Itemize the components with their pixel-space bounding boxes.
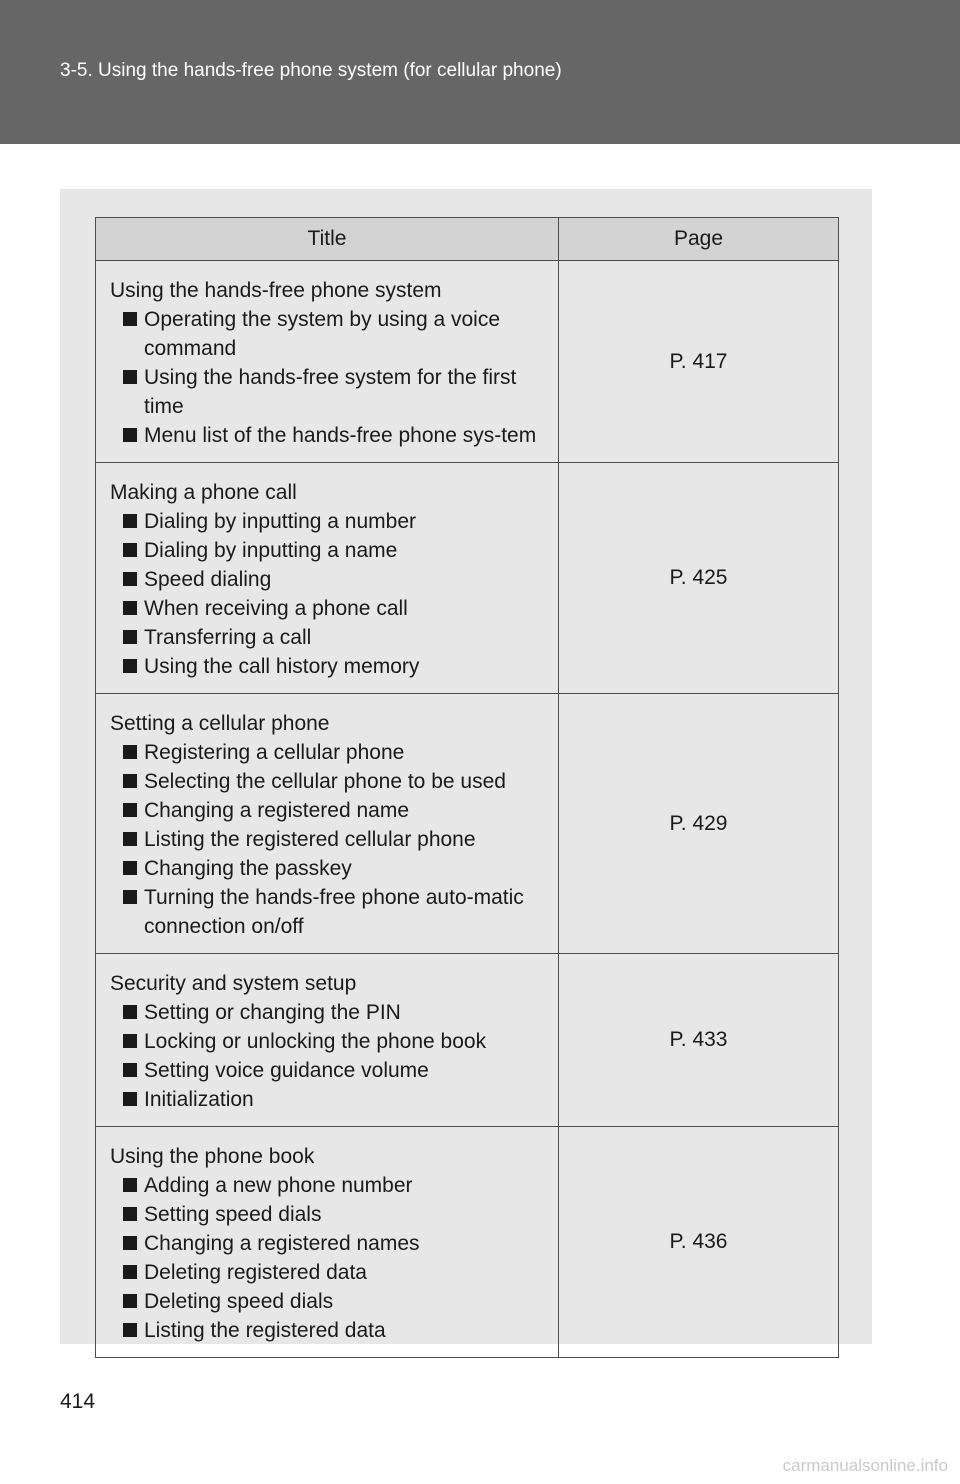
subtopic-list	[110, 305, 546, 450]
list-item-text: Menu list of the hands-free phone sys-tem	[144, 424, 537, 447]
square-bullet-icon	[123, 861, 137, 875]
square-bullet-icon	[123, 659, 137, 673]
list-item-text: Deleting registered data	[144, 1261, 367, 1284]
list-item	[110, 738, 546, 767]
table-header-row	[96, 218, 839, 261]
topic-cell	[96, 694, 559, 954]
list-item-text: Changing a registered name	[144, 799, 410, 822]
list-item	[110, 1056, 546, 1085]
list-item	[110, 1287, 546, 1316]
list-item	[110, 854, 546, 883]
list-item	[110, 883, 546, 941]
topic-cell	[96, 261, 559, 463]
chapter-title: 3-5. Using the hands-free phone system (for cellular phone)	[60, 60, 562, 81]
list-item-text: Dialing by inputting a number	[144, 510, 416, 533]
table-row	[96, 261, 839, 463]
list-item-text: Initialization	[144, 1088, 254, 1111]
square-bullet-icon	[123, 601, 137, 615]
square-bullet-icon	[123, 1236, 137, 1250]
list-item-text: When receiving a phone call	[144, 597, 408, 620]
watermark: carmanualsonline.info	[782, 1456, 948, 1475]
column-header-page: Page	[559, 218, 839, 261]
list-item	[110, 1171, 546, 1200]
table-row	[96, 954, 839, 1127]
table-row	[96, 1127, 839, 1358]
list-item	[110, 594, 546, 623]
page-reference: P. 433	[559, 954, 839, 1127]
section-title: Using the phone book	[110, 1145, 315, 1168]
list-item-text: Adding a new phone number	[144, 1174, 413, 1197]
page-reference: P. 429	[559, 694, 839, 954]
list-item	[110, 536, 546, 565]
list-item	[110, 1085, 546, 1114]
list-item-text: Listing the registered data	[144, 1319, 386, 1342]
topic-cell	[96, 1127, 559, 1358]
contents-table	[95, 217, 839, 1358]
section-title: Using the hands-free phone system	[110, 279, 442, 302]
page-reference: P. 417	[559, 261, 839, 463]
list-item-text: Listing the registered cellular phone	[144, 828, 476, 851]
square-bullet-icon	[123, 803, 137, 817]
list-item-text: Turning the hands-free phone auto-matic connection on/off	[144, 886, 524, 938]
list-item	[110, 507, 546, 536]
list-item-text: Using the call history memory	[144, 655, 420, 678]
page-number: 414	[60, 1390, 96, 1413]
square-bullet-icon	[123, 572, 137, 586]
square-bullet-icon	[123, 890, 137, 904]
list-item-text: Changing the passkey	[144, 857, 352, 880]
list-item	[110, 767, 546, 796]
list-item	[110, 1258, 546, 1287]
page-reference: P. 436	[559, 1127, 839, 1358]
square-bullet-icon	[123, 774, 137, 788]
square-bullet-icon	[123, 832, 137, 846]
section-title: Setting a cellular phone	[110, 712, 330, 735]
table-row	[96, 463, 839, 694]
list-item-text: Setting speed dials	[144, 1203, 322, 1226]
list-item-text: Speed dialing	[144, 568, 272, 591]
square-bullet-icon	[123, 1323, 137, 1337]
square-bullet-icon	[123, 312, 137, 326]
topic-cell	[96, 463, 559, 694]
table-row	[96, 694, 839, 954]
list-item	[110, 421, 546, 450]
list-item	[110, 623, 546, 652]
square-bullet-icon	[123, 1207, 137, 1221]
chapter-header	[0, 0, 960, 144]
list-item-text: Transferring a call	[144, 626, 312, 649]
square-bullet-icon	[123, 428, 137, 442]
square-bullet-icon	[123, 370, 137, 384]
square-bullet-icon	[123, 514, 137, 528]
list-item-text: Locking or unlocking the phone book	[144, 1030, 487, 1053]
section-title: Security and system setup	[110, 972, 357, 995]
list-item-text: Operating the system by using a voice command	[144, 308, 501, 360]
list-item-text: Using the hands-free system for the first time	[144, 366, 517, 418]
list-item	[110, 1316, 546, 1345]
list-item	[110, 796, 546, 825]
column-header-title: Title	[96, 218, 559, 261]
list-item	[110, 363, 546, 421]
square-bullet-icon	[123, 745, 137, 759]
list-item-text: Selecting the cellular phone to be used	[144, 770, 506, 793]
subtopic-list	[110, 738, 546, 941]
list-item	[110, 1229, 546, 1258]
list-item	[110, 305, 546, 363]
subtopic-list	[110, 507, 546, 681]
square-bullet-icon	[123, 1063, 137, 1077]
subtopic-list	[110, 998, 546, 1114]
list-item-text: Changing a registered names	[144, 1232, 420, 1255]
square-bullet-icon	[123, 630, 137, 644]
list-item-text: Setting voice guidance volume	[144, 1059, 429, 1082]
square-bullet-icon	[123, 543, 137, 557]
list-item-text: Deleting speed dials	[144, 1290, 334, 1313]
square-bullet-icon	[123, 1034, 137, 1048]
square-bullet-icon	[123, 1265, 137, 1279]
list-item	[110, 1027, 546, 1056]
list-item-text: Registering a cellular phone	[144, 741, 405, 764]
list-item	[110, 652, 546, 681]
list-item	[110, 1200, 546, 1229]
square-bullet-icon	[123, 1294, 137, 1308]
list-item-text: Setting or changing the PIN	[144, 1001, 401, 1024]
subtopic-list	[110, 1171, 546, 1345]
square-bullet-icon	[123, 1005, 137, 1019]
topic-cell	[96, 954, 559, 1127]
list-item-text: Dialing by inputting a name	[144, 539, 398, 562]
list-item	[110, 825, 546, 854]
page-reference: P. 425	[559, 463, 839, 694]
list-item	[110, 565, 546, 594]
list-item	[110, 998, 546, 1027]
square-bullet-icon	[123, 1092, 137, 1106]
square-bullet-icon	[123, 1178, 137, 1192]
section-title: Making a phone call	[110, 481, 297, 504]
